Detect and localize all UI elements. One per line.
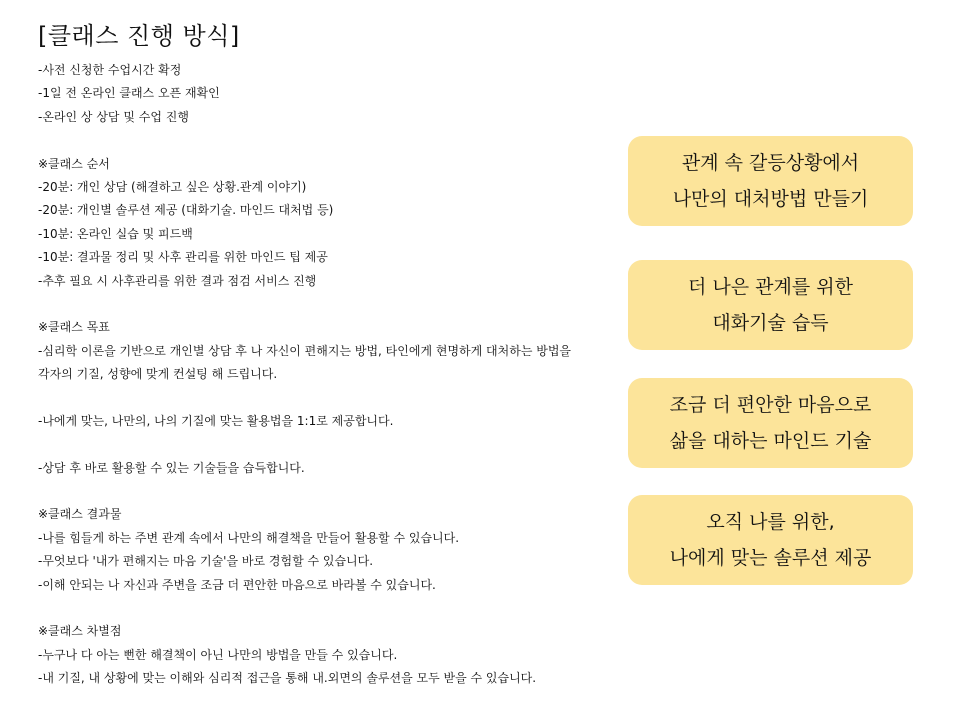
card-line: 삶을 대하는 마인드 기술 xyxy=(669,430,872,452)
section-heading-goal: ※클래스 목표 xyxy=(38,320,110,335)
text-line: -10분: 결과물 정리 및 사후 관리를 위한 마인드 팁 제공 xyxy=(38,250,328,265)
text-line: -나에게 맞는, 나만의, 나의 기질에 맞는 활용법을 1:1로 제공합니다. xyxy=(38,413,394,428)
card-line: 나만의 대처방법 만들기 xyxy=(672,188,869,210)
card-line: 조금 더 편안한 마음으로 xyxy=(669,394,872,416)
text-line: -1일 전 온라인 클래스 오픈 재확인 xyxy=(38,86,220,101)
text-line: -무엇보다 '내가 편해지는 마음 기술'을 바로 경험할 수 있습니다. xyxy=(38,554,374,569)
blank-line xyxy=(38,129,618,152)
text-line: 각자의 기질, 성향에 맞게 컨설팅 해 드립니다. xyxy=(38,367,278,382)
card-line: 관계 속 갈등상황에서 xyxy=(681,152,860,174)
text-line: -나를 힘들게 하는 주변 관계 속에서 나만의 해결책을 만들어 활용할 수 있습니다. xyxy=(38,530,460,545)
text-line: -내 기질, 내 상황에 맞는 이해와 심리적 접근을 통해 내.외면의 솔루션을 모두 받을 수 있습니다. xyxy=(38,671,537,686)
class-description xyxy=(38,59,618,691)
feature-card-conflict xyxy=(628,136,913,226)
text-line: -이해 안되는 나 자신과 주변을 조금 더 편안한 마음으로 바라볼 수 있습니다. xyxy=(38,577,436,592)
card-line: 대화기술 습득 xyxy=(712,312,829,334)
text-line: -추후 필요 시 사후관리를 위한 결과 점검 서비스 진행 xyxy=(38,273,317,288)
feature-card-conversation xyxy=(628,260,913,350)
text-line: -20분: 개인 상담 (해결하고 싶은 상황.관계 이야기) xyxy=(38,179,307,194)
card-line: 나에게 맞는 솔루션 제공 xyxy=(669,547,872,569)
feature-card-solution xyxy=(628,495,913,585)
text-line: -심리학 이론을 기반으로 개인별 상담 후 나 자신이 편해지는 방법, 타인에게 현명하게 대처하는 방법을 xyxy=(38,343,572,358)
blank-line xyxy=(38,480,618,503)
text-line: -10분: 온라인 실습 및 피드백 xyxy=(38,226,193,241)
blank-line xyxy=(38,386,618,409)
section-heading-order: ※클래스 순서 xyxy=(38,156,110,171)
card-line: 더 나은 관계를 위한 xyxy=(688,276,853,298)
blank-line xyxy=(38,433,618,456)
blank-line xyxy=(38,597,618,620)
section-heading-results: ※클래스 결과물 xyxy=(38,507,122,522)
feature-card-mindset xyxy=(628,378,913,468)
page-title: [클래스 진행 방식] xyxy=(38,22,240,50)
text-line: -20분: 개인별 솔루션 제공 (대화기술. 마인드 대처법 등) xyxy=(38,203,334,218)
text-line: -누구나 다 아는 뻔한 해결책이 아닌 나만의 방법을 만들 수 있습니다. xyxy=(38,647,398,662)
blank-line xyxy=(38,293,618,316)
card-line: 오직 나를 위한, xyxy=(706,511,835,533)
section-heading-differentiation: ※클래스 차별점 xyxy=(38,624,122,639)
text-line: -온라인 상 상담 및 수업 진행 xyxy=(38,109,189,124)
text-line: -사전 신청한 수업시간 확정 xyxy=(38,63,182,77)
text-line: -상담 후 바로 활용할 수 있는 기술들을 습득합니다. xyxy=(38,460,305,475)
